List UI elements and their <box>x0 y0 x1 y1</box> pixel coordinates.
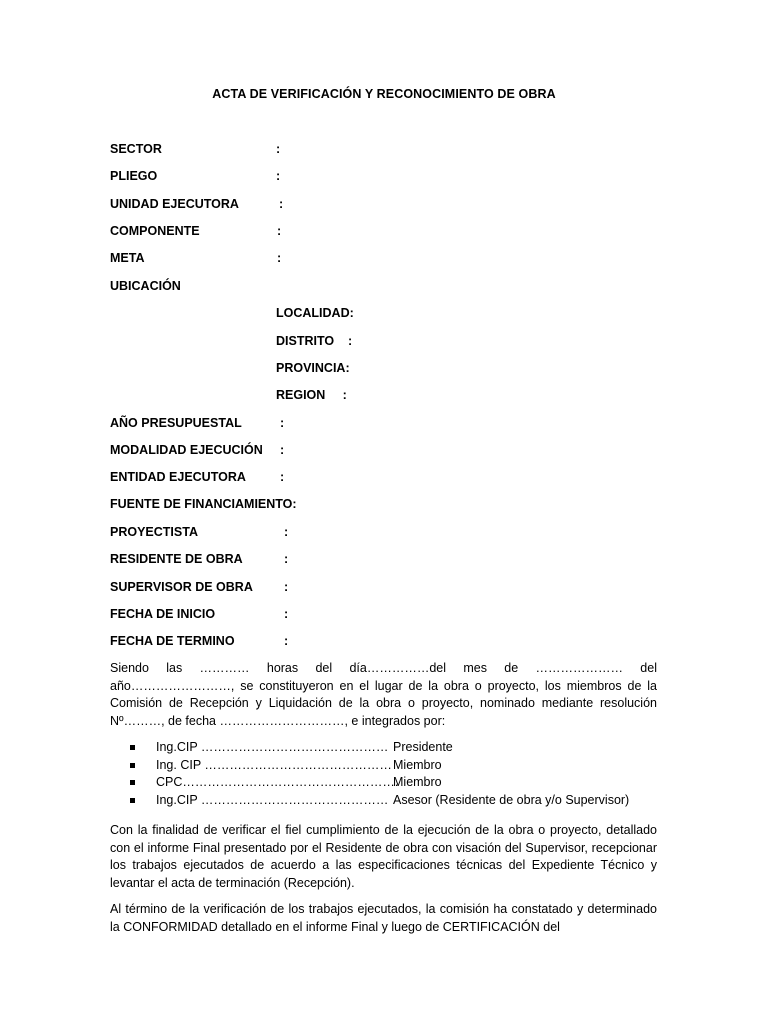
field-label-modalidad-ejecucion: MODALIDAD EJECUCIÓN <box>110 443 263 457</box>
field-label-fuente-financiamiento: FUENTE DE FINANCIAMIENTO: <box>110 497 297 511</box>
field-label-fecha-inicio: FECHA DE INICIO <box>110 607 216 621</box>
field-colon-supervisor-obra: : <box>284 580 289 594</box>
member-name: Ing.CIP ……………………………………… <box>156 792 389 807</box>
field-colon-pliego: : <box>276 169 281 183</box>
field-colon-proyectista: : <box>284 525 289 539</box>
location-localidad: LOCALIDAD: <box>276 306 354 320</box>
field-label-residente-obra: RESIDENTE DE OBRA <box>110 552 243 566</box>
field-colon-unidad-ejecutora: : <box>279 197 284 211</box>
field-label-entidad-ejecutora: ENTIDAD EJECUTORA <box>110 470 246 484</box>
member-role: Miembro <box>393 775 442 789</box>
field-colon-fecha-inicio: : <box>284 607 289 621</box>
bullet-icon <box>130 780 135 785</box>
location-region: REGION : <box>276 388 347 402</box>
field-label-unidad-ejecutora: UNIDAD EJECUTORA <box>110 197 239 211</box>
field-label-fecha-termino: FECHA DE TERMINO <box>110 634 235 648</box>
field-colon-ano-presupuestal: : <box>280 416 285 430</box>
field-colon-residente-obra: : <box>284 552 289 566</box>
member-name: CPC……………………………………………. <box>156 775 399 789</box>
field-colon-entidad-ejecutora: : <box>280 470 285 484</box>
bullet-icon <box>130 798 135 803</box>
field-label-proyectista: PROYECTISTA <box>110 525 198 539</box>
field-colon-componente: : <box>277 224 282 238</box>
member-role: Miembro <box>393 757 442 772</box>
member-name: Ing. CIP ……………………………………… <box>156 757 392 772</box>
bullet-icon <box>130 763 135 768</box>
field-label-ano-presupuestal: AÑO PRESUPUESTAL <box>110 416 242 430</box>
bullet-icon <box>130 745 135 750</box>
field-label-ubicacion: UBICACIÓN <box>110 279 181 293</box>
field-label-sector: SECTOR <box>110 142 162 156</box>
field-label-meta: META <box>110 251 145 265</box>
document-title: ACTA DE VERIFICACIÓN Y RECONOCIMIENTO DE OBRA <box>212 87 556 101</box>
field-colon-modalidad-ejecucion: : <box>280 443 285 457</box>
member-role: Asesor (Residente de obra y/o Supervisor) <box>393 792 630 807</box>
field-label-pliego: PLIEGO <box>110 169 158 183</box>
field-colon-sector: : <box>276 142 281 156</box>
paragraph-verification: Al término de la verificación de los trabajos ejecutados, la comisión ha constatado y determinado la CONFORMIDAD detallado en el informe Final y luego de CERTIFICACIÓN del <box>110 902 657 934</box>
field-label-componente: COMPONENTE <box>110 224 200 238</box>
paragraph-intro: Siendo las ………… horas del día……………del mes de ………………… del año……………………, se constituyeron en el lugar de la obra o proyecto, los miembros de la Comisión de Recepción y Liquidación de la obra o proyecto, nominado mediante resolución Nº………, de fecha …………………………, e integrados por: <box>110 661 657 728</box>
field-label-supervisor-obra: SUPERVISOR DE OBRA <box>110 580 253 594</box>
member-role: Presidente <box>393 740 453 754</box>
paragraph-purpose: Con la finalidad de verificar el fiel cumplimiento de la ejecución de la obra o proyecto, detallado con el informe Final presentado por el Residente de obra con visación del Supervisor, recepcionar los trabajos ejecutados de acuerdo a las especificaciones técnicas del Expediente Técnico y levantar el acta de terminación (Recepción). <box>110 823 657 890</box>
location-provincia: PROVINCIA: <box>276 361 350 375</box>
member-name: Ing.CIP ……………………………………… <box>156 740 389 754</box>
location-distrito: DISTRITO : <box>276 334 353 348</box>
field-colon-fecha-termino: : <box>284 634 289 648</box>
field-colon-meta: : <box>277 251 282 265</box>
